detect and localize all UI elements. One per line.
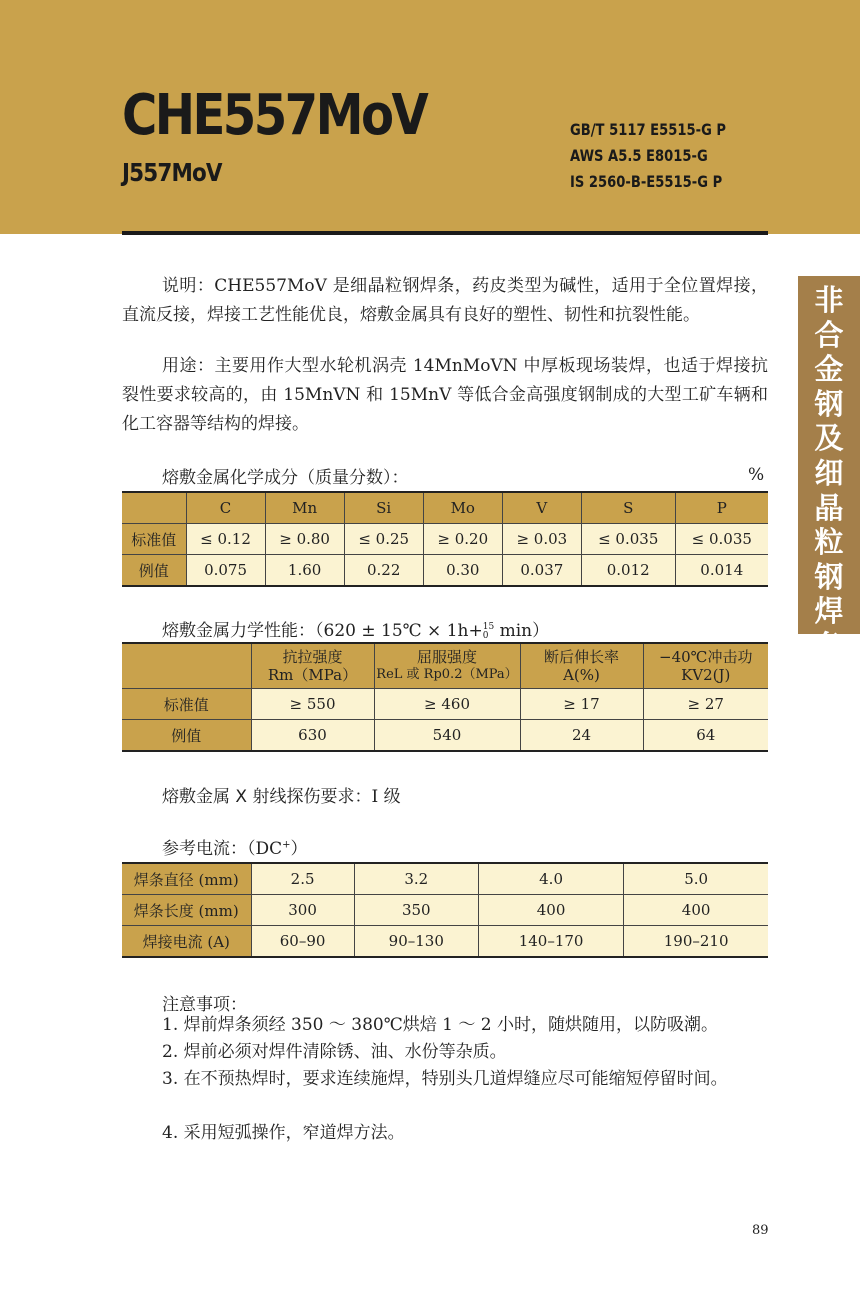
current-section-title	[162, 834, 308, 859]
table-cell: P	[675, 492, 768, 524]
header-rule	[122, 231, 768, 235]
product-title: CHE557MoV	[122, 83, 427, 148]
table-cell: ≥ 0.03	[502, 524, 581, 555]
table-cell: ≥ 460	[374, 689, 520, 720]
table-cell: ≤ 0.035	[675, 524, 768, 555]
table-row	[122, 863, 768, 895]
table-cell: 540	[374, 720, 520, 752]
table-row	[122, 926, 768, 958]
table-cell: 1.60	[265, 555, 344, 587]
standard-item: GB/T 5117 E5515-G P	[570, 120, 727, 139]
tolerance-lower: 0	[482, 630, 489, 641]
note-item: 4. 采用短弧操作，窄道焊方法。	[162, 1123, 405, 1143]
table-cell: 0.012	[581, 555, 675, 587]
chem-table	[122, 491, 768, 587]
table-cell: 0.014	[675, 555, 768, 587]
table-header-row	[122, 643, 768, 689]
current-type-text: （DC	[247, 839, 283, 859]
row-label: 焊接电流 (A)	[122, 926, 251, 958]
table-cell: ≥ 0.20	[423, 524, 502, 555]
header-line: ReL 或 Rp0.2（MPa）	[376, 667, 518, 682]
table-row	[122, 689, 768, 720]
note-item: 3. 在不预热焊时，要求连续施焊，特别头几道焊缝应尽可能缩短停留时间。	[162, 1069, 728, 1089]
table-cell: 2.5	[251, 863, 354, 895]
note-item: 2. 焊前必须对焊件清除锈、油、水份等杂质。	[162, 1042, 507, 1062]
side-tab-char: 晶	[814, 490, 844, 525]
side-tab-char: 金	[814, 352, 844, 387]
table-cell	[251, 643, 374, 689]
table-cell: 400	[478, 895, 623, 926]
table-cell: 64	[643, 720, 768, 752]
header-line: 抗拉强度	[282, 648, 343, 666]
table-cell: Si	[344, 492, 423, 524]
xray-requirement	[162, 782, 401, 807]
table-cell: 300	[251, 895, 354, 926]
row-label: 焊条直径 (mm)	[122, 863, 251, 895]
description-label: 说明：	[162, 276, 215, 296]
side-tab-char: 非	[814, 283, 844, 317]
row-label: 焊条长度 (mm)	[122, 895, 251, 926]
header-line: KV2(J)	[681, 666, 731, 684]
chem-unit: %	[748, 465, 765, 485]
xray-label: 熔敷金属 X 射线探伤要求：	[162, 787, 372, 807]
table-cell: 350	[354, 895, 478, 926]
xray-value: I 级	[371, 787, 401, 807]
table-cell: 140–170	[478, 926, 623, 958]
current-type-close: ）	[290, 839, 308, 859]
table-row	[122, 524, 768, 555]
note-item: 1. 焊前焊条须经 350 ～ 380℃烘焙 1 ～ 2 小时，随烘随用，以防吸潮。	[162, 1015, 718, 1035]
standard-item: IS 2560-B-E5515-G P	[570, 172, 723, 191]
current-type	[247, 839, 308, 859]
table-cell: 5.0	[624, 863, 768, 895]
polarity-sign: +	[282, 839, 291, 851]
side-tab-char: 粒	[814, 525, 844, 560]
standard-item: AWS A5.5 E8015-G	[570, 146, 708, 165]
category-side-tab	[798, 276, 860, 663]
table-cell: ≥ 550	[251, 689, 374, 720]
table-cell: ≤ 0.25	[344, 524, 423, 555]
table-cell	[643, 643, 768, 689]
mech-table	[122, 642, 768, 752]
table-cell: 90–130	[354, 926, 478, 958]
table-cell: 0.075	[186, 555, 265, 587]
table-row	[122, 555, 768, 587]
condition-text: （620 ± 15℃ × 1h+	[315, 621, 483, 641]
table-cell	[122, 643, 251, 689]
header-line: Rm（MPa）	[267, 666, 358, 684]
table-cell: ≥ 0.80	[265, 524, 344, 555]
table-row	[122, 720, 768, 752]
side-tab-char: 及	[814, 421, 844, 456]
header-line: 屈服强度	[416, 648, 477, 666]
table-cell: 24	[520, 720, 643, 752]
current-title-text: 参考电流：	[162, 839, 247, 859]
header-line: A(%)	[563, 666, 600, 684]
table-cell	[374, 643, 520, 689]
current-table	[122, 862, 768, 958]
description-paragraph	[122, 272, 768, 330]
tolerance-stack	[483, 623, 494, 641]
side-tab-char: 焊	[814, 594, 844, 629]
chem-section-title: 熔敷金属化学成分（质量分数）：	[162, 468, 409, 488]
table-cell: 0.22	[344, 555, 423, 587]
table-cell	[520, 643, 643, 689]
product-subtitle: J557MoV	[122, 158, 222, 187]
table-cell: C	[186, 492, 265, 524]
heat-treatment-condition	[315, 621, 549, 641]
mech-title-text: 熔敷金属力学性能：	[162, 621, 315, 641]
side-tab-char: 细	[814, 455, 844, 490]
table-cell: 0.30	[423, 555, 502, 587]
description-text: CHE557MoV 是细晶粒钢焊条，药皮类型为碱性，适用于全位置焊接，直流反接，焊接工艺性能优良，熔敷金属具有良好的塑性、韧性和抗裂性能。	[122, 276, 769, 325]
table-cell: ≥ 27	[643, 689, 768, 720]
table-header-row	[122, 492, 768, 524]
side-tab-char: 钢	[814, 559, 844, 594]
tolerance-upper: 15	[482, 621, 495, 632]
table-cell	[122, 492, 186, 524]
row-label: 标准值	[122, 689, 251, 720]
usage-paragraph	[122, 352, 768, 439]
side-tab-char: 合	[814, 317, 844, 352]
table-cell: S	[581, 492, 675, 524]
notes-title: 注意事项：	[162, 995, 247, 1015]
side-tab-char: 钢	[814, 386, 844, 421]
usage-text: 主要用作大型水轮机涡壳 14MnMoVN 中厚板现场装焊，也适于焊接抗裂性要求较高的，由 15MnVN 和 15MnV 等低合金高强度钢制成的大型工矿车辆和化工容器等结构的焊接。	[122, 356, 769, 434]
row-label: 例值	[122, 555, 186, 587]
table-cell: 400	[624, 895, 768, 926]
table-cell: 3.2	[354, 863, 478, 895]
side-tab-char: 条	[814, 628, 844, 663]
header-line: 断后伸长率	[543, 648, 619, 666]
condition-unit: min）	[494, 621, 550, 641]
table-cell: 60–90	[251, 926, 354, 958]
row-label: 标准值	[122, 524, 186, 555]
table-cell: 630	[251, 720, 374, 752]
table-cell: 4.0	[478, 863, 623, 895]
table-cell: 190–210	[624, 926, 768, 958]
table-cell: Mo	[423, 492, 502, 524]
standards-list	[570, 117, 726, 195]
table-cell: V	[502, 492, 581, 524]
table-cell: 0.037	[502, 555, 581, 587]
table-cell: ≤ 0.12	[186, 524, 265, 555]
mech-section-title	[162, 616, 549, 641]
table-row	[122, 895, 768, 926]
header-band	[0, 0, 860, 234]
usage-label: 用途：	[162, 356, 215, 376]
table-cell: Mn	[265, 492, 344, 524]
table-cell: ≥ 17	[520, 689, 643, 720]
row-label: 例值	[122, 720, 251, 752]
page-number: 89	[752, 1223, 769, 1238]
table-cell: ≤ 0.035	[581, 524, 675, 555]
header-line: −40℃冲击功	[659, 648, 753, 666]
